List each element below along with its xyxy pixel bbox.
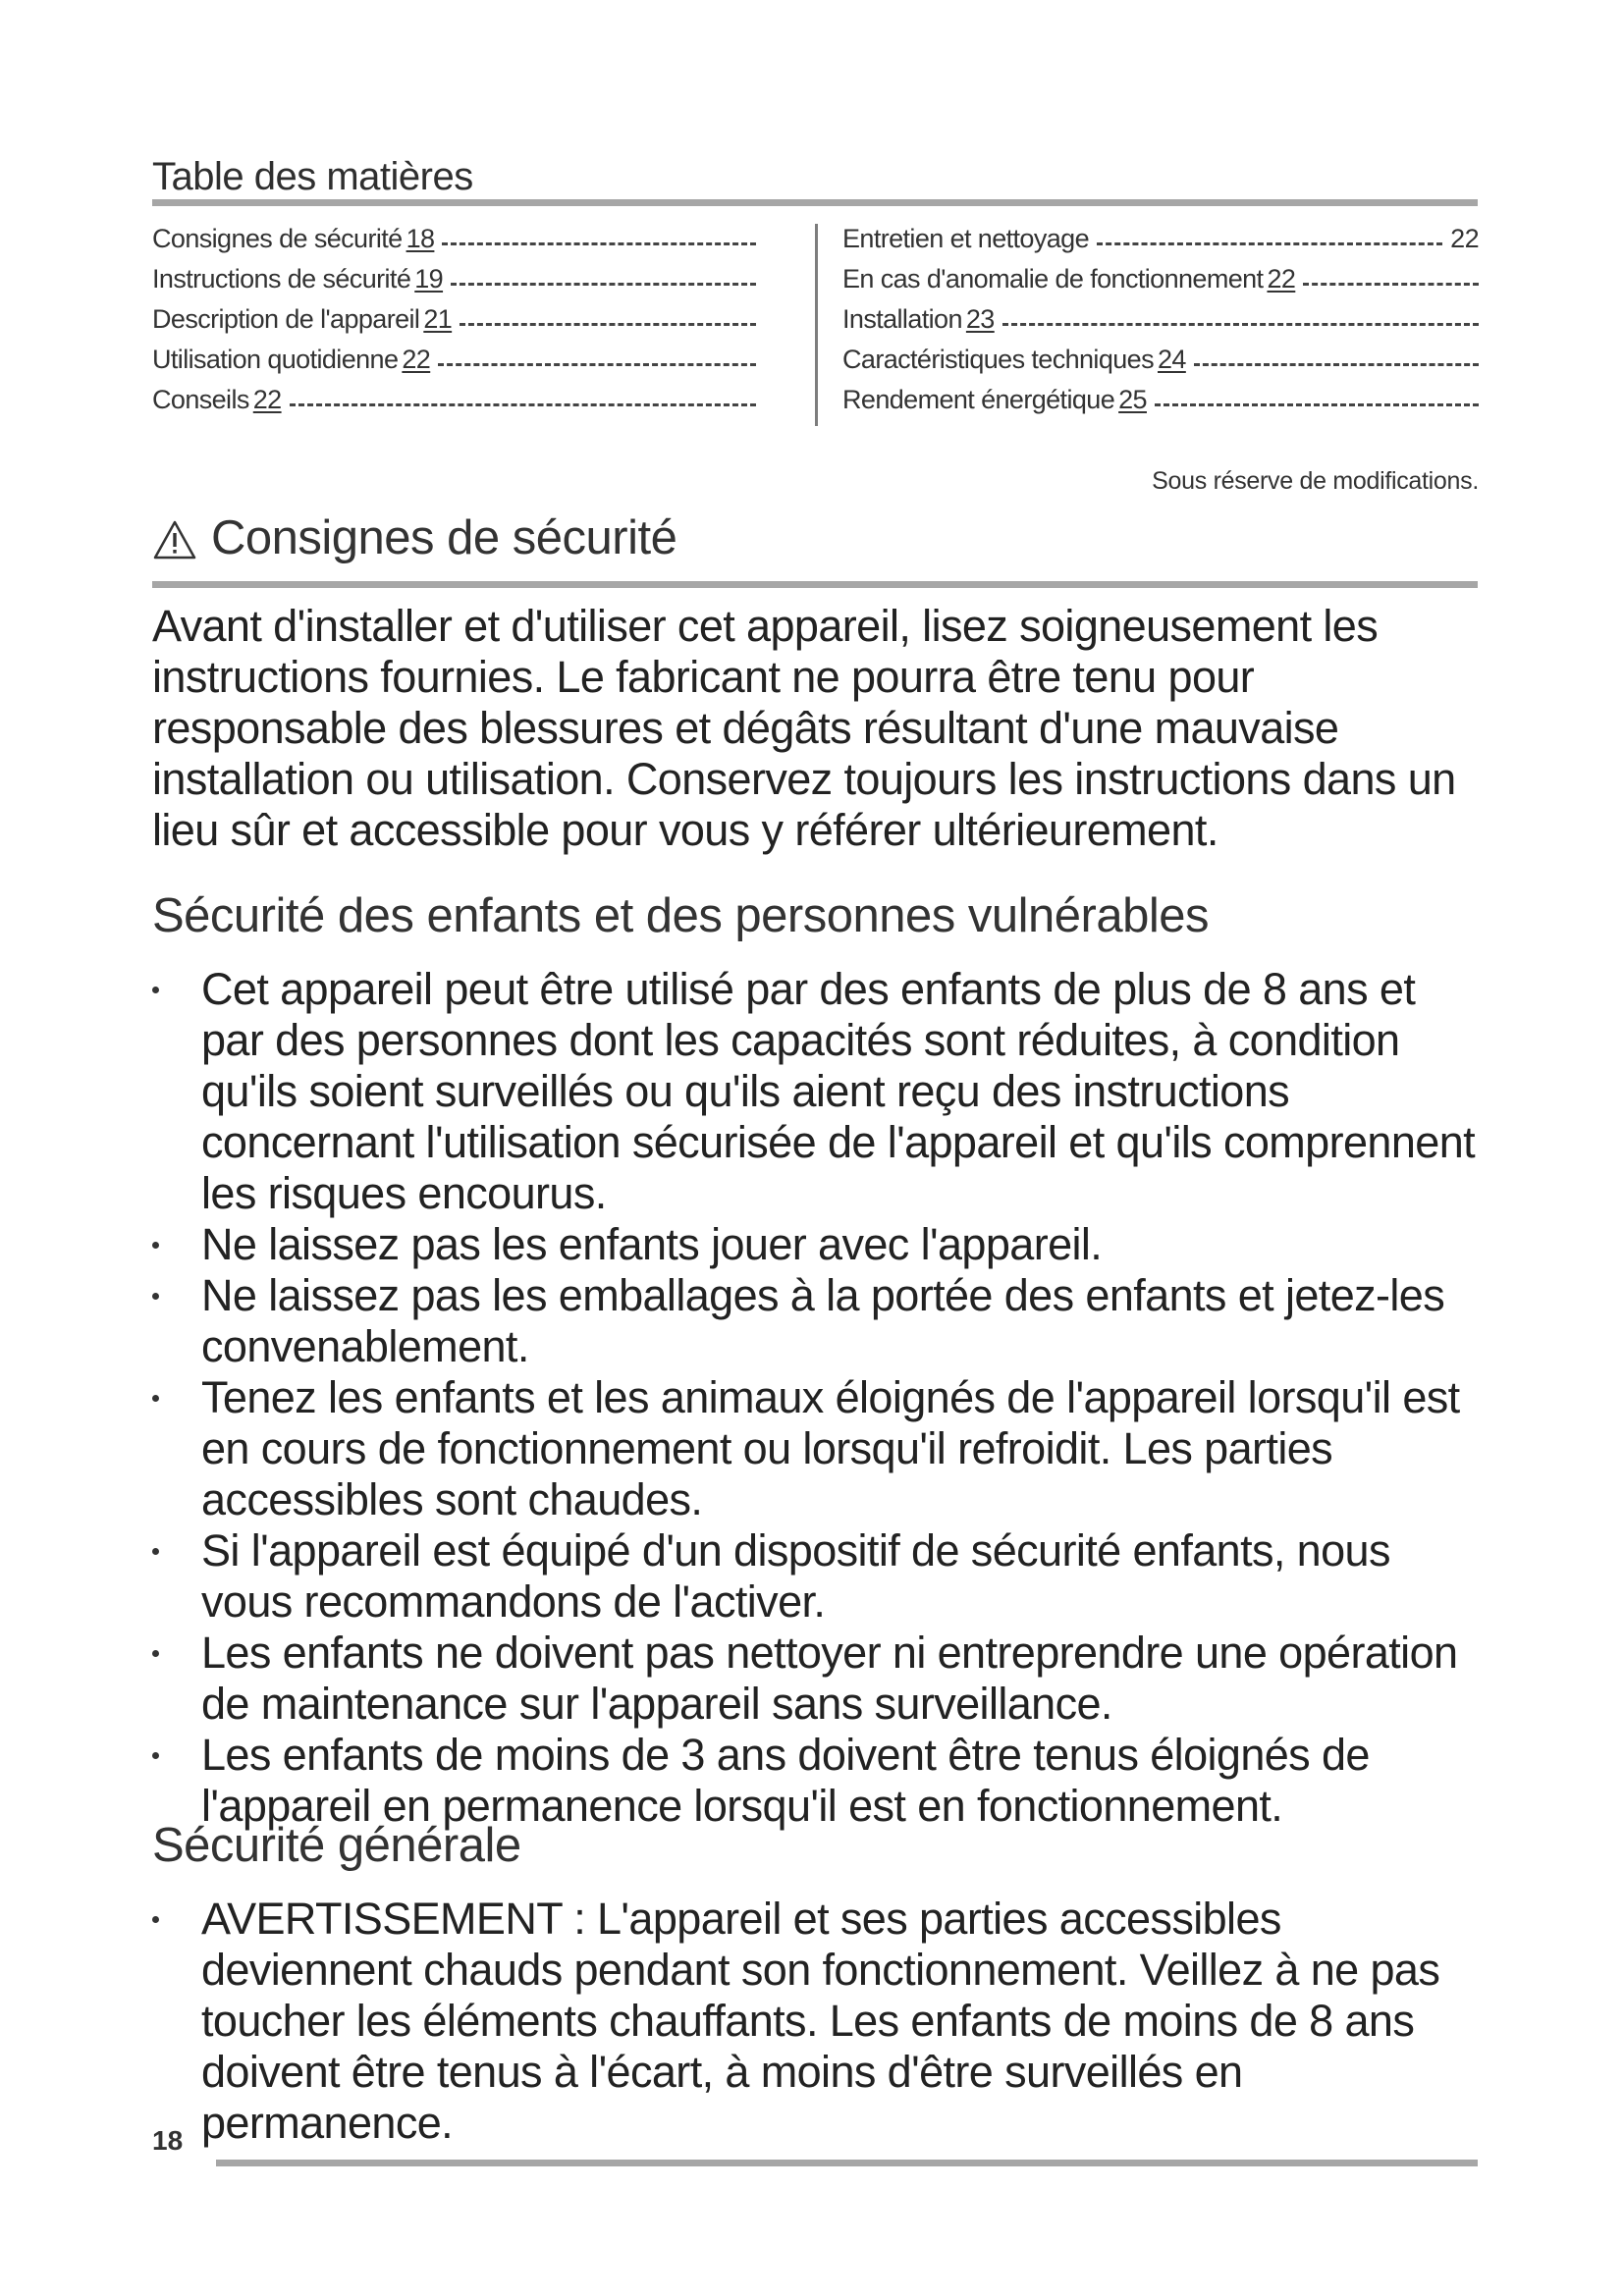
toc-leader bbox=[1303, 283, 1479, 286]
list-item: Cet appareil peut être utilisé par des enfants de plus de 8 ans et par des personnes dont les capacités sont réduites, à condition qu'ils soient surveillés ou qu'ils aient reçu des instructions concernant l'utilisation sécurisée de l'appareil et qu'ils comprennent les risques encourus. bbox=[152, 964, 1483, 1219]
toc-item-page: 25 bbox=[1118, 385, 1147, 414]
footer-rule bbox=[216, 2160, 1478, 2166]
toc-item-label: Description de l'appareil bbox=[152, 304, 420, 334]
general-safety-list bbox=[152, 1894, 1483, 2149]
toc-item[interactable] bbox=[842, 224, 1479, 264]
toc-item-label: Caractéristiques techniques bbox=[842, 345, 1154, 374]
toc-item[interactable] bbox=[152, 264, 756, 304]
bullet-dot bbox=[152, 1242, 159, 1249]
toc-left-column bbox=[152, 224, 756, 425]
toc-item-page: 22 bbox=[1450, 224, 1479, 253]
list-item: Tenez les enfants et les animaux éloignés de l'appareil lorsqu'il est en cours de fonctionnement ou lorsqu'il refroidit. Les parties accessibles sont chaudes. bbox=[152, 1372, 1483, 1525]
toc-item[interactable] bbox=[152, 385, 756, 425]
toc-item-page: 19 bbox=[414, 264, 444, 294]
list-item: AVERTISSEMENT : L'appareil et ses parties accessibles deviennent chauds pendant son fonctionnement. Veillez à ne pas toucher les éléments chauffants. Les enfants de moins de 8 ans doivent être tenus à l'écart, à moins d'être surveillés en permanence. bbox=[152, 1894, 1483, 2149]
subject-to-change-note: Sous réserve de modifications. bbox=[1152, 467, 1479, 495]
toc-item-label: Utilisation quotidienne bbox=[152, 345, 399, 374]
toc-item-page: 22 bbox=[1267, 264, 1296, 294]
bullet-dot bbox=[152, 1548, 159, 1555]
toc-leader bbox=[290, 403, 756, 406]
toc-leader bbox=[442, 242, 756, 245]
toc-item[interactable] bbox=[842, 304, 1479, 345]
toc-column-divider bbox=[815, 224, 818, 426]
toc-item-page: 22 bbox=[252, 385, 282, 414]
toc-leader bbox=[438, 363, 756, 366]
toc-item-label: Conseils bbox=[152, 385, 249, 414]
page-number: 18 bbox=[152, 2125, 184, 2156]
toc-leader bbox=[1155, 403, 1479, 406]
toc-item-label: Instructions de sécurité bbox=[152, 264, 411, 294]
toc-item-page: 24 bbox=[1157, 345, 1186, 374]
toc-leader bbox=[1194, 363, 1479, 366]
toc-item-label: Consignes de sécurité bbox=[152, 224, 403, 253]
toc-rule bbox=[152, 199, 1478, 206]
list-item: Ne laissez pas les enfants jouer avec l'appareil. bbox=[152, 1219, 1483, 1270]
children-safety-list bbox=[152, 964, 1483, 1832]
list-item: Ne laissez pas les emballages à la portée des enfants et jetez-les convenablement. bbox=[152, 1270, 1483, 1372]
list-item: Les enfants de moins de 3 ans doivent être tenus éloignés de l'appareil en permanence lorsqu'il est en fonctionnement. bbox=[152, 1730, 1483, 1832]
toc-item[interactable] bbox=[152, 345, 756, 385]
toc-item-page: 21 bbox=[423, 304, 453, 334]
safety-heading-text: Consignes de sécurité bbox=[211, 511, 677, 564]
toc-item[interactable] bbox=[842, 345, 1479, 385]
safety-intro: Avant d'installer et d'utiliser cet appareil, lisez soigneusement les instructions fournies. Le fabricant ne pourra être tenu pour responsable des blessures et dégâts résultant d'une mauvaise installation ou utilisation. Conservez toujours les instructions dans un lieu sûr et accessible pour vous y référer ultérieurement. bbox=[152, 601, 1456, 855]
toc-item[interactable] bbox=[152, 304, 756, 345]
toc-item[interactable] bbox=[152, 224, 756, 264]
toc-item[interactable] bbox=[842, 264, 1479, 304]
toc-right-column bbox=[842, 224, 1479, 425]
safety-heading bbox=[152, 510, 677, 565]
toc-leader bbox=[1002, 323, 1479, 326]
toc-item-label: En cas d'anomalie de fonctionnement bbox=[842, 264, 1264, 294]
bullet-dot bbox=[152, 1293, 159, 1300]
toc-item[interactable] bbox=[842, 385, 1479, 425]
toc-item-label: Installation bbox=[842, 304, 962, 334]
toc-title: Table des matières bbox=[152, 155, 473, 198]
bullet-dot bbox=[152, 1650, 159, 1657]
toc-item-page: 18 bbox=[406, 224, 435, 253]
toc-leader bbox=[460, 323, 756, 326]
list-item: Les enfants ne doivent pas nettoyer ni entreprendre une opération de maintenance sur l'appareil sans surveillance. bbox=[152, 1628, 1483, 1730]
bullet-dot bbox=[152, 1916, 159, 1923]
toc-item-label: Rendement énergétique bbox=[842, 385, 1115, 414]
bullet-dot bbox=[152, 1395, 159, 1402]
toc-leader bbox=[451, 283, 756, 286]
list-item: Si l'appareil est équipé d'un dispositif de sécurité enfants, nous vous recommandons de l'activer. bbox=[152, 1525, 1483, 1628]
toc-item-label: Entretien et nettoyage bbox=[842, 224, 1089, 253]
bullet-dot bbox=[152, 1752, 159, 1759]
toc-item-page: 23 bbox=[965, 304, 995, 334]
warning-triangle-icon bbox=[152, 519, 197, 561]
toc-leader bbox=[1097, 242, 1442, 245]
children-safety-heading: Sécurité des enfants et des personnes vulnérables bbox=[152, 889, 1209, 942]
safety-rule bbox=[152, 581, 1478, 588]
general-safety-heading: Sécurité générale bbox=[152, 1819, 521, 1872]
toc-item-page: 22 bbox=[402, 345, 431, 374]
bullet-dot bbox=[152, 987, 159, 993]
